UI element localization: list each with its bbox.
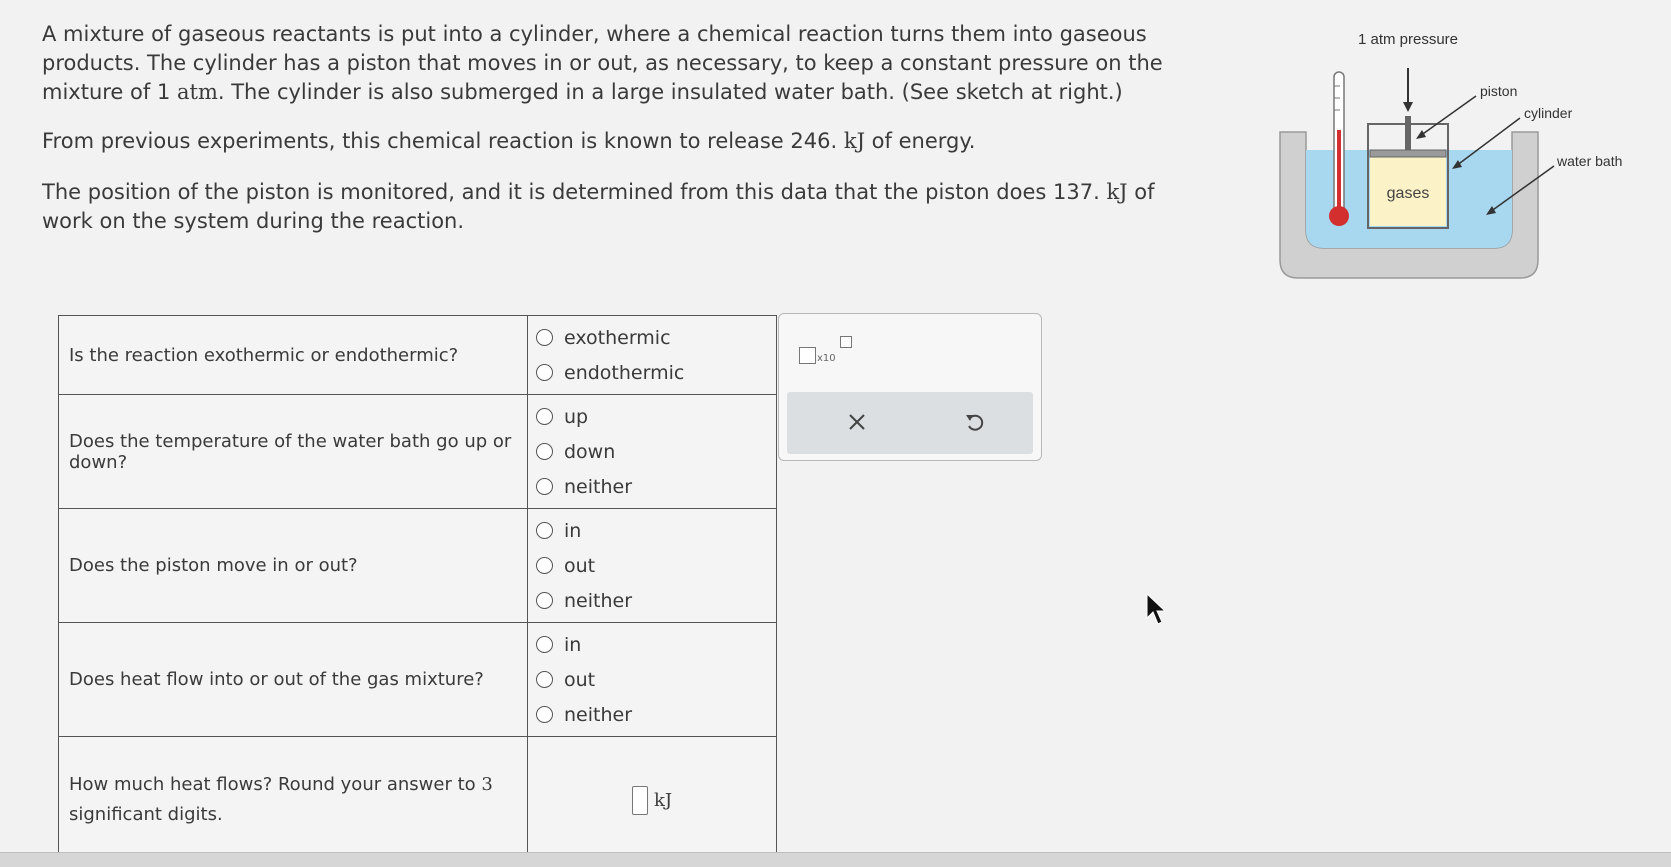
radio-button[interactable] bbox=[536, 592, 553, 609]
heat-amount-field bbox=[536, 786, 768, 815]
radio-button[interactable] bbox=[536, 443, 553, 460]
cylinder-label: cylinder bbox=[1524, 105, 1573, 121]
problem-paragraph-3: The position of the piston is monitored, and it is determined from this data that the piston does 137. kJ of work on the system during the reaction. bbox=[42, 180, 1155, 233]
radio-button[interactable] bbox=[536, 706, 553, 723]
option-neither[interactable]: neither bbox=[536, 469, 768, 504]
times-ten-label: x10 bbox=[817, 353, 836, 364]
scientific-notation-button[interactable] bbox=[799, 336, 859, 366]
option-endothermic[interactable]: endothermic bbox=[536, 355, 768, 390]
mantissa-box-icon bbox=[799, 347, 816, 364]
option-neither[interactable]: neither bbox=[536, 583, 768, 618]
radio-button[interactable] bbox=[536, 671, 553, 688]
piston-label: piston bbox=[1480, 83, 1518, 99]
exponent-box-icon bbox=[840, 336, 852, 348]
table-row bbox=[59, 737, 777, 864]
clear-button[interactable] bbox=[837, 402, 877, 442]
pressure-label: 1 atm pressure bbox=[1357, 31, 1459, 48]
radio-button[interactable] bbox=[536, 557, 553, 574]
option-exothermic[interactable]: exothermic bbox=[536, 320, 768, 355]
gases-label: gases bbox=[1386, 185, 1430, 202]
undo-button[interactable] bbox=[955, 402, 995, 442]
radio-button[interactable] bbox=[536, 364, 553, 381]
answer-options-4 bbox=[528, 623, 777, 737]
option-down[interactable]: down bbox=[536, 434, 768, 469]
apparatus-diagram bbox=[1270, 20, 1670, 290]
question-3: Does the piston move in or out? bbox=[59, 509, 528, 623]
table-row bbox=[59, 316, 777, 395]
math-input-panel bbox=[778, 313, 1042, 461]
bottom-bar bbox=[0, 852, 1671, 867]
table-row bbox=[59, 509, 777, 623]
mouse-pointer-icon bbox=[1145, 592, 1169, 628]
option-out[interactable]: out bbox=[536, 548, 768, 583]
table-row bbox=[59, 395, 777, 509]
problem-paragraph-2: From previous experiments, this chemical reaction is known to release 246. kJ of energy. bbox=[42, 129, 976, 153]
table-row bbox=[59, 623, 777, 737]
option-in[interactable]: in bbox=[536, 513, 768, 548]
question-5: How much heat flows? Round your answer to 3 significant digits. bbox=[59, 737, 528, 864]
close-icon bbox=[846, 411, 868, 433]
answer-options-3 bbox=[528, 509, 777, 623]
answer-input-5 bbox=[528, 737, 777, 864]
unit-label: kJ bbox=[653, 789, 673, 811]
question-table bbox=[58, 315, 777, 864]
option-out[interactable]: out bbox=[536, 662, 768, 697]
piston bbox=[1370, 150, 1446, 157]
option-in[interactable]: in bbox=[536, 627, 768, 662]
option-up[interactable]: up bbox=[536, 399, 768, 434]
water-bath-label: water bath bbox=[1557, 153, 1623, 169]
panel-action-bar bbox=[787, 392, 1033, 454]
question-4: Does heat flow into or out of the gas mixture? bbox=[59, 623, 528, 737]
question-2: Does the temperature of the water bath go up or down? bbox=[59, 395, 528, 509]
radio-button[interactable] bbox=[536, 329, 553, 346]
answer-options-2 bbox=[528, 395, 777, 509]
undo-icon bbox=[963, 410, 987, 434]
option-neither[interactable]: neither bbox=[536, 697, 768, 732]
radio-button[interactable] bbox=[536, 478, 553, 495]
apparatus-sketch bbox=[1270, 20, 1670, 290]
problem-paragraph-1: A mixture of gaseous reactants is put into a cylinder, where a chemical reaction turns them into gaseous products. The cylinder has a piston that moves in or out, as necessary, to keep a constant pressure on the mixture of 1 atm. The cylinder is also submerged in a large insulated water bath. (See sketch at right.) bbox=[42, 22, 1163, 104]
radio-button[interactable] bbox=[536, 522, 553, 539]
problem-statement bbox=[42, 20, 1242, 256]
question-1: Is the reaction exothermic or endothermic? bbox=[59, 316, 528, 395]
radio-button[interactable] bbox=[536, 636, 553, 653]
radio-button[interactable] bbox=[536, 408, 553, 425]
answer-options-1 bbox=[528, 316, 777, 395]
heat-amount-input[interactable] bbox=[632, 786, 648, 815]
